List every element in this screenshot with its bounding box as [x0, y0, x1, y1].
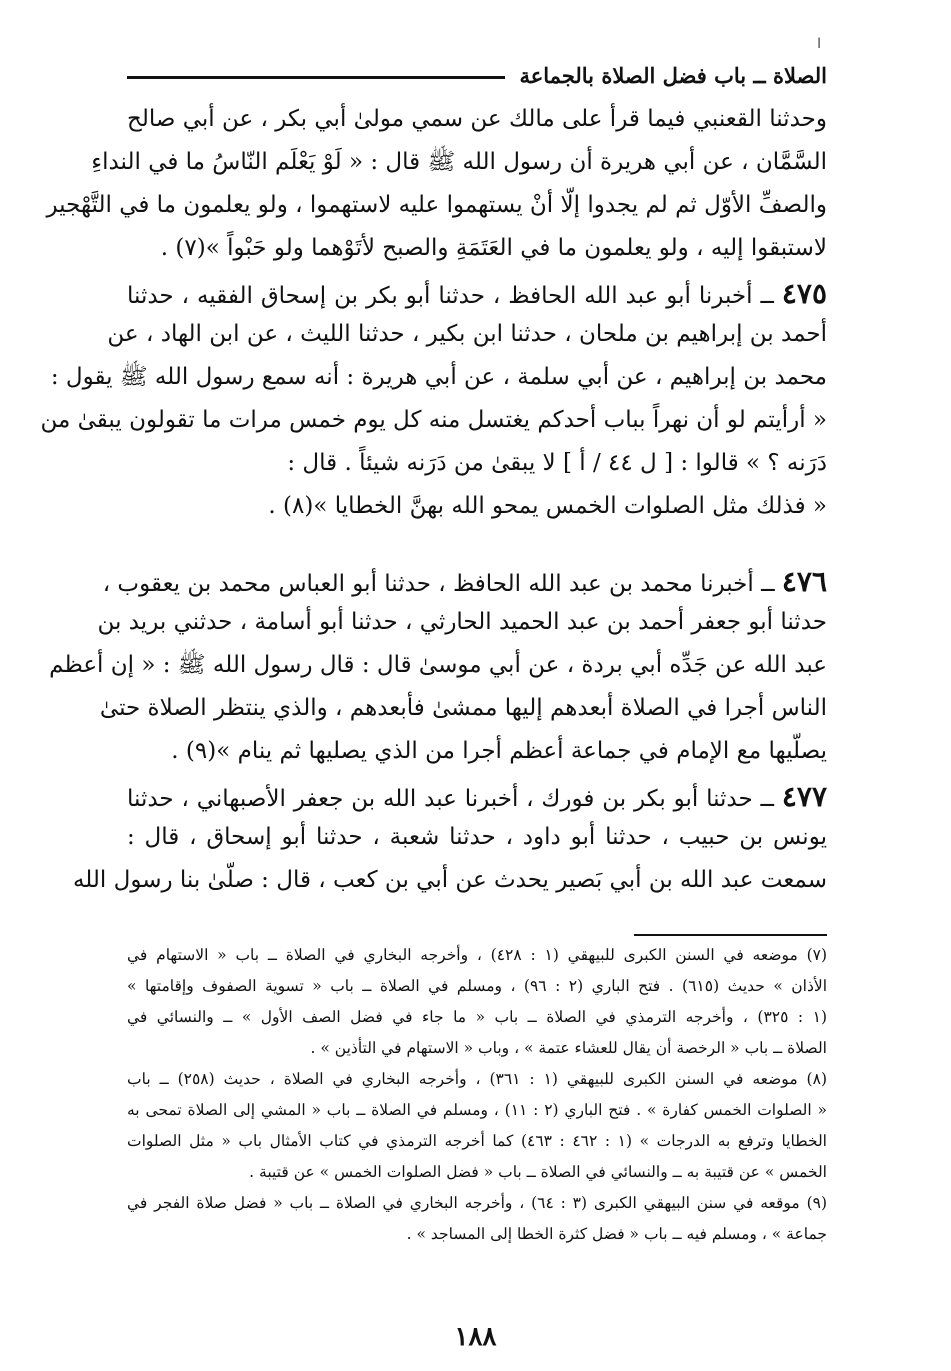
footnote-line: « الصلوات الخمس كفارة » . فتح الباري (٢ : ١١) ، ومسلم في الصلاة ــ باب « المشي إلى الصلاة تمحى به [127, 1101, 828, 1119]
hadith-opening: ــ أخبرنا محمد بن عبد الله الحافظ ، حدثنا أبو العباس محمد بن يعقوب ، [102, 571, 775, 597]
text-line: سمعت عبد الله بن أبي بَصير يحدث عن أبي بن كعب ، قال : صلّىٰ بنا رسول الله [72, 867, 827, 893]
paragraph-qanabi [46, 106, 827, 280]
header-rule [127, 76, 505, 79]
hadith-number: ٤٧٥ [781, 277, 828, 310]
hadith-475 [40, 277, 828, 538]
text-line: لاستبقوا إليه ، ولو يعلمون ما في العَتَمَةِ والصبح لأتَوْهما ولو حَبْواً »(٧) . [160, 235, 827, 261]
text-line: يونس بن حبيب ، حدثنا أبو داود ، حدثنا شعبة ، حدثنا أبو إسحاق ، قال : [127, 824, 827, 850]
footnote-7 [127, 948, 827, 1072]
footnote-line: الخطايا وترفع به الدرجات » (١ : ٤٦٢ : ٤٦٣) كما أخرجه الترمذي في كتاب الأمثال باب « مثل الصلوات [127, 1132, 827, 1150]
hadith-opening: ــ حدثنا أبو بكر بن فورك ، أخبرنا عبد الله بن جعفر الأصبهاني ، حدثنا [127, 786, 775, 812]
text-line: السَّمَّان ، عن أبي هريرة أن رسول الله ﷺ قال : « لَوْ يَعْلَم النّاسُ ما في النداءِ [91, 149, 827, 175]
text-line: الناس أجرا في الصلاة أبعدهم إليها ممشىٰ فأبعدهم ، والذي ينتظر الصلاة حتىٰ [99, 695, 827, 721]
hadith-number: ٤٧٧ [781, 780, 827, 813]
text-line: حدثنا أبو جعفر أحمد بن عبد الحميد الحارثي ، حدثنا أبو أسامة ، حدثني بريد بن [97, 609, 827, 635]
text-line [127, 277, 828, 323]
footnote-line: (١ : ٣٢٥) ، وأخرجه الترمذي في الصلاة ــ باب « ما جاء في فضل الصف الأول » ــ والنسائي في [127, 1008, 828, 1026]
hadith-476 [49, 565, 827, 783]
text-line: وحدثنا القعنبي فيما قرأ على مالك عن سمي مولىٰ أبي بكر ، عن أبي صالح [127, 106, 827, 132]
page-number: ١٨٨ [454, 1322, 497, 1352]
text-line [127, 780, 827, 826]
footnote-8 [127, 1072, 827, 1196]
running-header-title: الصلاة ــ باب فضل الصلاة بالجماعة [519, 62, 827, 88]
footnote-line: الخمس » عن قتيبة به ــ والنسائي في الصلاة ــ باب « فضل الصلوات الخمس » عن قتيبة . [249, 1163, 827, 1181]
text-line: عبد الله عن جَدِّه أبي بردة ، عن أبي موسىٰ قال : قال رسول الله ﷺ : « إن أعظم [49, 652, 827, 678]
footnotes [127, 948, 827, 1258]
footnote-separator [634, 934, 827, 936]
paragraph-gap [127, 538, 827, 568]
footnote-line: (٩) موقعه في سنن البيهقي الكبرى (٣ : ٦٤) ، وأخرجه البخاري في الصلاة ــ باب « فضل صلاة الفجر في [127, 1194, 828, 1212]
hadith-477 [72, 780, 827, 912]
text-line [102, 565, 827, 611]
text-line: والصفِّ الأوّل ثم لم يجدوا إلّا أنْ يستهموا عليه لاستهموا ، ولو يعلمون ما في التَّهْجير [46, 192, 827, 218]
corner-mark: ا [817, 36, 821, 52]
footnote-line: جماعة » ، ومسلم فيه ــ باب « فضل كثرة الخطا إلى المساجد » . [406, 1225, 827, 1243]
text-line: « أرأيتم لو أن نهراً بباب أحدكم يغتسل منه كل يوم خمس مرات ما تقولون يبقىٰ من [40, 407, 827, 433]
footnote-line: الصلاة ــ باب « الرخصة أن يقال للعشاء عتمة » ، وباب « الاستهام في التأذين » . [310, 1039, 827, 1057]
text-line: « فذلك مثل الصلوات الخمس يمحو الله بهنَّ الخطايا »(٨) . [268, 493, 827, 519]
footnote-line: (٨) موضعه في السنن الكبرى للبيهقي (١ : ٣٦١) ، وأخرجه البخاري في الصلاة ، حديث (٢٥٨) ــ باب [127, 1070, 827, 1088]
running-header [127, 58, 827, 92]
text-line: يصلّيها مع الإمام في جماعة أعظم أجرا من الذي يصليها ثم ينام »(٩) . [171, 738, 827, 764]
hadith-opening: ــ أخبرنا أبو عبد الله الحافظ ، حدثنا أبو بكر بن إسحاق الفقيه ، حدثنا [127, 283, 774, 309]
main-text [40, 106, 828, 912]
footnote-line: (٧) موضعه في السنن الكبرى للبيهقي (١ : ٤٢٨) ، وأخرجه البخاري في الصلاة ــ باب « الاستهام في [127, 946, 828, 964]
text-line: محمد بن إبراهيم ، عن أبي سلمة ، عن أبي هريرة : أنه سمع رسول الله ﷺ يقول : [50, 364, 827, 390]
footnote-line: الأذان » حديث (٦١٥) . فتح الباري (٢ : ٩٦) ، ومسلم في الصلاة ــ باب « تسوية الصفوف وإقامتها » [127, 977, 827, 995]
footnote-9 [127, 1196, 827, 1258]
hadith-number: ٤٧٦ [781, 565, 827, 598]
text-line: أحمد بن إبراهيم بن ملحان ، حدثنا ابن بكير ، حدثنا الليث ، عن ابن الهاد ، عن [107, 321, 827, 347]
text-line: دَرَنه ؟ » قالوا : [ ل ٤٤ / أ ] لا يبقىٰ من دَرَنه شيئاً . قال : [287, 450, 827, 476]
